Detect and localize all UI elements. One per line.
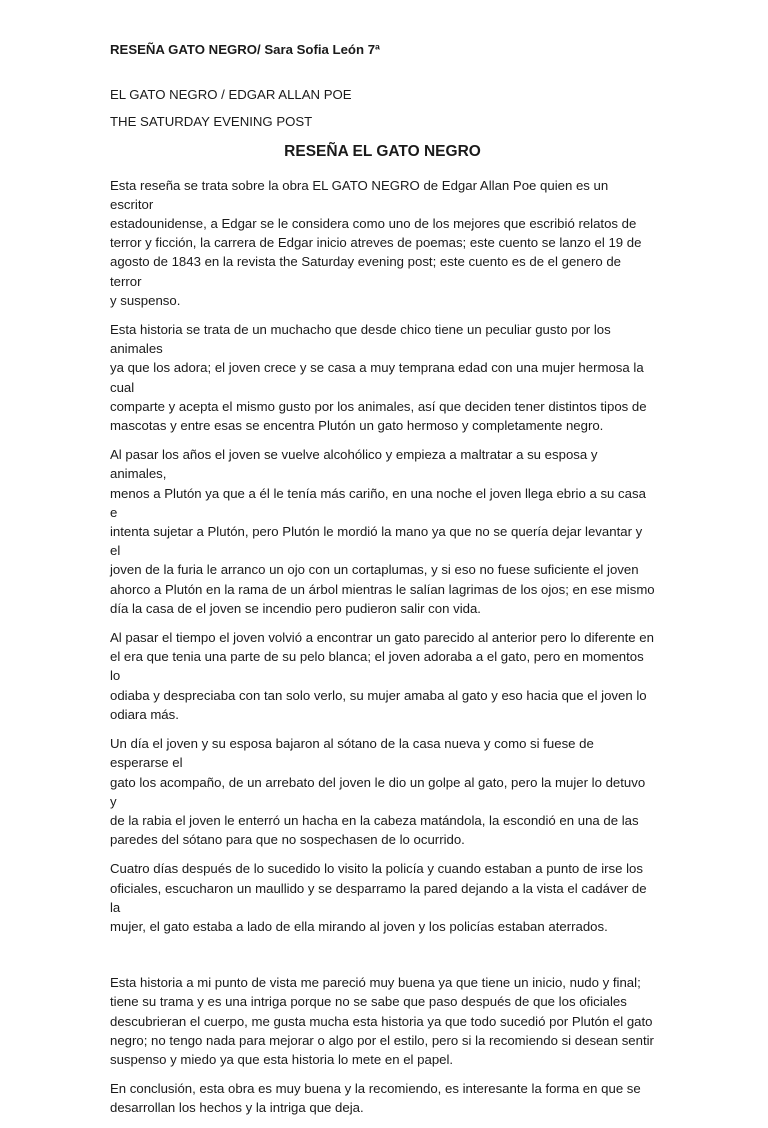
work-line: EL GATO NEGRO / EDGAR ALLAN POE	[110, 87, 352, 103]
review-title: RESEÑA EL GATO NEGRO	[284, 142, 481, 160]
paragraph-line: el era que tenia una parte de su pelo blanca; el joven adoraba a el gato, pero en momentos lo	[110, 649, 644, 684]
paragraph-line: paredes del sótano para que no sospechasen de lo ocurrido.	[110, 832, 465, 848]
paragraph-line: odiara más.	[110, 706, 179, 722]
paragraph-line: intenta sujetar a Plutón, pero Plutón le mordió la mano ya que no se quería dejar levantar y el	[110, 524, 643, 559]
paragraph-new-cat	[110, 628, 655, 724]
paragraph-line: Esta historia se trata de un muchacho que desde chico tiene un peculiar gusto por los animales	[110, 322, 611, 357]
paragraph-line: tiene su trama y es una intriga porque no se sabe que paso después de que los oficiales	[110, 994, 627, 1010]
paragraph-line: mujer, el gato estaba a lado de ella mirando al joven y los policías estaban aterrados.	[110, 918, 608, 934]
paragraph-line: Esta reseña se trata sobre la obra EL GATO NEGRO de Edgar Allan Poe quien es un escritor	[110, 177, 609, 212]
paragraph-line: y suspenso.	[110, 292, 181, 308]
paragraph-conclusion	[110, 1079, 655, 1117]
paragraph-line: odiaba y despreciaba con tan solo verlo, su mujer amaba al gato y eso hacia que el joven lo	[110, 687, 647, 703]
paragraph-story-start	[110, 320, 655, 435]
paragraph-line: de la rabia el joven le enterró un hacha en la cabeza matándola, la escondió en una de las	[110, 812, 639, 828]
paragraph-line: menos a Plutón ya que a él le tenía más cariño, en una noche el joven llega ebrio a su casa e	[110, 485, 646, 520]
paragraph-line: terror y ficción, la carrera de Edgar inicio atreves de poemas; este cuento se lanzo el 19 de	[110, 235, 642, 251]
paragraph-opinion	[110, 973, 655, 1069]
paragraph-line: agosto de 1843 en la revista the Saturday evening post; este cuento es de el genero de terror	[110, 254, 622, 289]
paragraph-line: estadounidense, a Edgar se le considera como uno de los mejores que escribió relatos de	[110, 216, 637, 232]
paragraph-pluto	[110, 445, 655, 618]
paragraph-line: comparte y acepta el mismo gusto por los animales, así que deciden tener distintos tipos de	[110, 398, 647, 414]
paragraph-line: En conclusión, esta obra es muy buena y la recomiendo, es interesante la forma en que se	[110, 1081, 641, 1097]
paragraph-basement	[110, 734, 655, 849]
paragraph-intro	[110, 176, 655, 310]
paragraph-line: mascotas y entre esas se encentra Plutón un gato hermoso y completamente negro.	[110, 418, 604, 434]
paragraph-line: desarrollan los hechos y la intriga que deja.	[110, 1100, 364, 1116]
paragraph-line: joven de la furia le arranco un ojo con un cortaplumas, y si eso no fuese suficiente el joven	[110, 562, 639, 578]
publication-line: THE SATURDAY EVENING POST	[110, 114, 313, 130]
paragraph-line: suspenso y miedo ya que esta historia lo mete en el papel.	[110, 1051, 454, 1067]
paragraph-line: Esta historia a mi punto de vista me pareció muy buena ya que tiene un inicio, nudo y final;	[110, 975, 641, 991]
paragraph-line: Un día el joven y su esposa bajaron al sótano de la casa nueva y como si fuese de esperarse el	[110, 736, 594, 771]
document-page	[110, 40, 655, 1128]
paragraph-line: gato los acompaño, de un arrebato del joven le dio un golpe al gato, pero la mujer lo detuvo y	[110, 774, 646, 809]
author-line: RESEÑA GATO NEGRO/ Sara Sofia León 7ª	[110, 42, 380, 57]
paragraph-line: descubrieran el cuerpo, me gusta mucha esta historia ya que todo sucedió por Plutón el gato	[110, 1013, 653, 1029]
paragraph-line: ya que los adora; el joven crece y se casa a muy temprana edad con una mujer hermosa la cual	[110, 360, 644, 395]
paragraph-line: Al pasar los años el joven se vuelve alcohólico y empieza a maltratar a su esposa y animales,	[110, 447, 598, 482]
paragraph-police	[110, 859, 655, 936]
paragraph-line: Cuatro días después de lo sucedido lo visito la policía y cuando estaban a punto de irse los	[110, 861, 643, 877]
paragraph-line: Al pasar el tiempo el joven volvió a encontrar un gato parecido al anterior pero lo diferente en	[110, 630, 654, 646]
blank-gap	[110, 946, 655, 973]
paragraph-line: ahorco a Plutón en la rama de un árbol mientras le salían lagrimas de los ojos; en ese mismo	[110, 581, 655, 597]
paragraph-line: oficiales, escucharon un maullido y se desparramo la pared dejando a la vista el cadáver de la	[110, 880, 647, 915]
paragraph-line: negro; no tengo nada para mejorar o algo por el estilo, pero si la recomiendo si desean sentir	[110, 1032, 654, 1048]
paragraph-line: día la casa de el joven se incendio pero pudieron salir con vida.	[110, 600, 481, 616]
